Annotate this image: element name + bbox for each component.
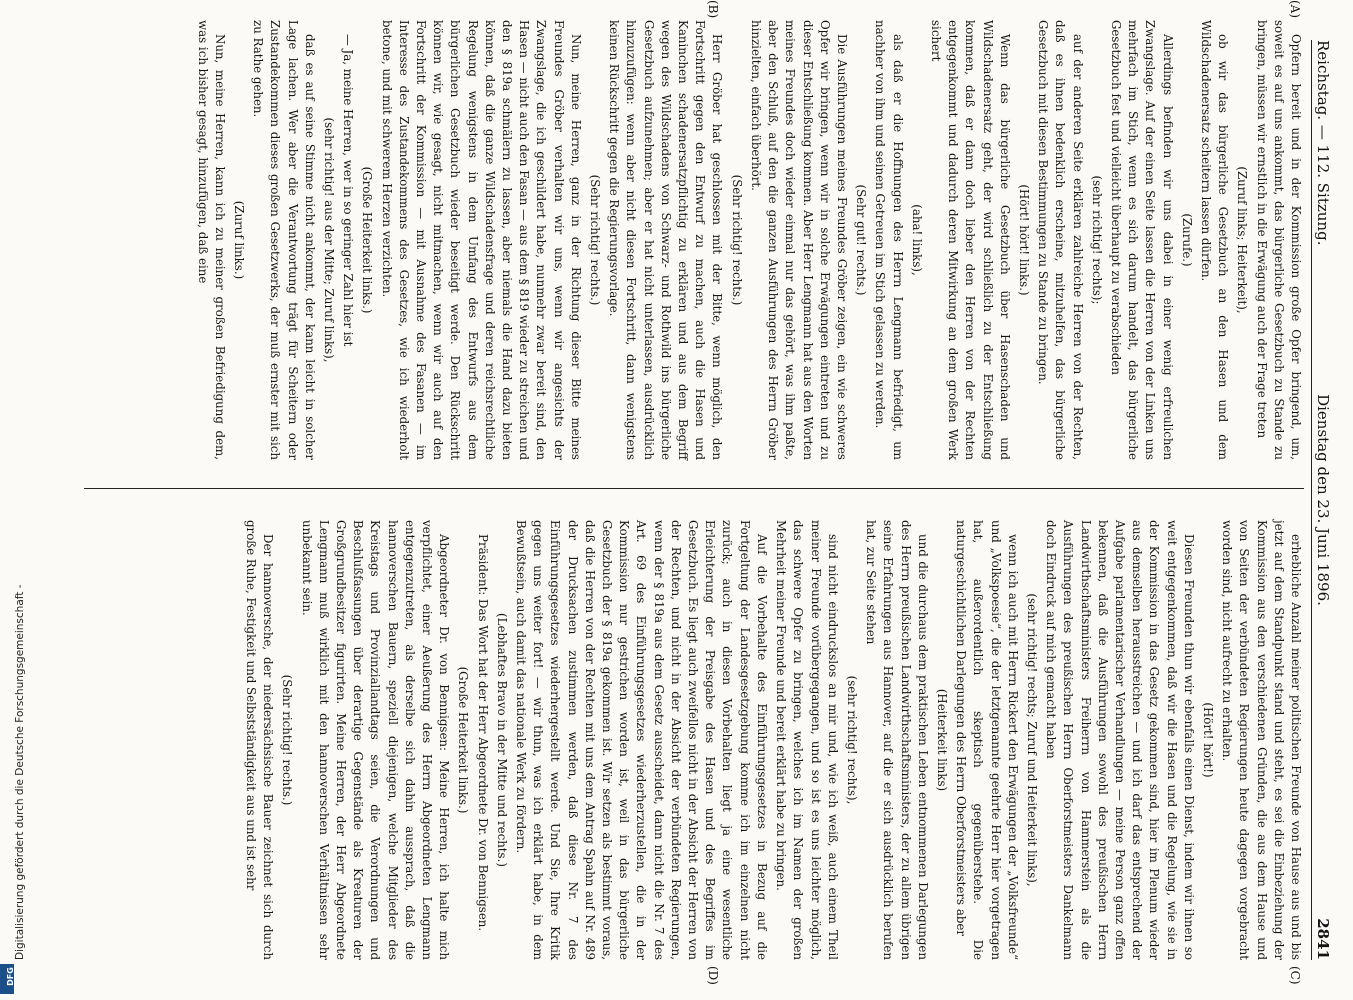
- paragraph: (Hört! hört! links.): [1016, 184, 1031, 296]
- header-left: Reichstag. — 112. Sitzung.: [1314, 40, 1332, 246]
- paragraph: (sehr richtig! rechts),: [844, 675, 859, 805]
- paragraph: (Sehr richtig! rechts.): [280, 674, 295, 806]
- paragraph: Herr Gröber hat geschlossen mit der Bitte, wenn möglich, den Fortschritt gegen den Entwurf zu machen, auch die Hasen und Kaninchen schadenersatzpflichtig zu erklären und aus dem Begriff wegen des Wildschadens von Schwarz- und Rothwild ins bürgerliche Gesetzbuch aufzunehmen; aber er hat nicht unterlassen, ausdrücklich hinzuzufügen: wenn aber nicht diesen Fortschritt, dann wenigstens keinen Rückschritt gegen die Regierungsvorlage.: [607, 20, 725, 460]
- paragraph: (Zurufe.): [1179, 213, 1194, 267]
- paragraph: Die Ausführungen meines Freundes Gröber zeigen, ein wie schweres Opfer wir bringen, wenn wir in solche Erwägungen eintreten und zu dieser Entschließung kommen. Aber Herr Lengmann hat aus den Worten meines Freundes doch wieder einmal nur das gehört, was ihm paßte, aber den Schluß, auf den die ganzen Ausführungen des Herrn Gröber hinzielten, einfach überhört.: [748, 20, 849, 460]
- paragraph: (Große Heiterkeit links.): [360, 166, 375, 314]
- paragraph: Auf die Vorbehalte des Einführungsgesetzes in Bezug auf die Fortgeltung der Landesgesetzgebung komme ich im einzelnen nicht zurück; auch in diesen Vorbehalten liegt ja eine wesentliche Erleichterung der Preisgabe des Hasen und des Begriffes im Gesetzbuch. Es liegt auch zweifellos nicht in der Absicht der Herren von der Rechten, und nicht in der Absicht der verbündeten Regierungen, wenn der § 819a aus dem Gesetz ausscheidet, dann nicht die Nr. 7 des Art. 69 des Einführungsgesetzes wiederherzustellen, die in der Kommission nur gestrichen worden ist, weil in das bürgerliche Gesetzbuch der § 819a gekommen ist. Wir setzen als bestimmt voraus, daß die Herren von der Rechten mit uns dem Antrag Spahn auf Nr. 489 der Drucksachen zustimmen werden, daß diese Nr. 7 des Einführungsgesetzes wiederhergestellt werde. Und Sie, Ihre Kritik gegen uns weiter fort! — wir thun, was ich erklärt habe, in dem Bewußtsein, auch damit das nationale Werk zu fördern.: [514, 520, 769, 960]
- paragraph: (Heiterkeit links): [934, 688, 949, 792]
- paragraph: daß es auf seine Stimme nicht ankommt, der kann leicht in solcher Lage lachen. Wer aber die Verantwortung trägt für Scheitern oder Zustandekommen dieses großen Gesetzwerks, der muß ernster mit sich zu Rathe gehen.: [251, 20, 317, 460]
- paragraph: (Sehr richtig! rechts.): [729, 174, 744, 306]
- column-divider: [84, 488, 1304, 489]
- paragraph: Abgeordneter Dr. von Bennigsen: Meine Herren, ich halte mich verpflichtet, einer Aeußerung des Herrn Abgeordneten Lengmann entgegenzutreten, als derselbe sich dahin aussprach, daß die hannoverschen Bauern, speziell diejenigen, welche Mitglieder des Kreistags und Provinziallandtags seien, die Verordnungen und Beschlußfassungen über derartige Gegenstände als Kreaturen der Großgrundbesitzer figurirten. Meine Herren, der Herr Abgeordnete Lengmann muß wirklich mit den hannoverschen Verhältnissen sehr unbekannt sein.: [299, 520, 452, 960]
- paragraph: als daß er die Hoffnungen des Herrn Lengmann befriedigt, um nachher von ihm und seinen Getreuen im Stich gelassen zu werden.: [873, 20, 905, 460]
- paragraph: Der hannoversche, der niedersächsische Bauer zeichnet sich durch große Ruhe, Festigkeit und Selbstständigkeit aus und ist sehr: [244, 520, 276, 960]
- paragraph: (Hört! hört!): [1200, 702, 1215, 778]
- paragraph: und die durchaus dem praktischen Leben entnommenen Darlegungen des Herrn preußischen Landwirthschaftsministers, der zu allem übrigen seine Erfahrungen aus Hannover, auf die er sich ausdrücklich berufen hat, zur Seite stehen: [864, 520, 930, 960]
- paragraph: Opfern bereit und in der Kommission große Opfer bringend, um, soweit es auf uns ankommt, das bürgerliche Gesetzbuch zu Stande zu bringen, müssen wir ernstlich in die Erwägung auch der Frage treten: [1254, 20, 1303, 460]
- text-column-right: [240, 520, 1304, 960]
- paragraph: (Große Heiterkeit links.): [456, 666, 471, 814]
- paragraph: Nun, meine Herren, kann ich zu meiner großen Befriedigung dem, was ich bisher gesagt, hinzufügen, daß eine: [195, 20, 227, 460]
- digitization-credit-text: Digitalisierung gefördert durch die Deutsche Forschungsgemeinschaft -: [14, 584, 26, 960]
- margin-letter-c: (C): [1288, 966, 1302, 985]
- paragraph: (Sehr richtig! rechts.): [588, 174, 603, 306]
- margin-letter-a: (A): [1288, 0, 1302, 19]
- paragraph: (aha! links),: [909, 204, 924, 276]
- paragraph: (Zuruf links; Heiterkeit),: [1235, 166, 1250, 314]
- paragraph: — Ja, meine Herren, wer in so geringer Zahl hier ist: [341, 34, 356, 347]
- paragraph: (sehr richtig! aus der Mitte; Zuruf links),: [322, 117, 337, 363]
- page-number: 2841: [1314, 918, 1332, 960]
- margin-letter-b: (B): [706, 0, 720, 19]
- rotated-document: [60, 0, 1340, 1000]
- paragraph: Nun, meine Herren, ganz in der Richtung dieser Bitte meines Freundes Gröber verhalten wir uns, wenn wir angesichts der Zwangslage, die ich geschildert habe, nunmehr zwar bereit sind, den Hasen — nicht auch den Fasan — aus dem § 819 wieder zu streichen und den § 819a schmälern zu lassen, aber niemals die Hand dazu bieten können, daß die ganze Wildschadensfrage und deren reichsrechtliche Regelung wenigstens in dem Umfang des Entwurfs aus dem bürgerlichen Gesetzbuch wieder beseitigt werde. Den Rückschritt können wir, wie gesagt, nicht mitmachen, wenn wir auch auf den Fortschritt der Kommission — mit Ausnahme des Fasanen — im Interesse des Zustandekommens des Gesetzes, wie ich wiederholt betone, und mit schwerem Herzen verzichten.: [379, 20, 583, 460]
- paragraph: sind nicht eindruckslos an mir und, wie ich weiß, auch einem Theil meiner Freunde vorübergegangen, und so ist es uns leichter möglich, das schwere Opfer zu bringen, welches ich im Namen der großen Mehrheit meiner Freunde und bereit erklärt habe zu bringen.: [774, 520, 840, 960]
- paragraph: (Zuruf links.): [232, 200, 247, 280]
- paragraph: Wenn das bürgerliche Gesetzbuch über Hasenschaden und Wildschadenersatz geht, der wird schließlich zu der Entschließung kommen, daß er dann doch lieber den Herren von der Rechten entgegenkommt und dadurch deren Mitwirkung an dem großen Werk sichert: [928, 20, 1012, 460]
- digitization-credit: [2, 40, 26, 960]
- paragraph: (Lebhaftes Bravo in der Mitte und rechts.): [494, 613, 509, 867]
- paragraph: erhebliche Anzahl meiner politischen Freunde von Hause aus und bis jetzt auf dem Standpunkt stand und steht, es sei die Einbeziehung der Kommission aus den verschiedenen Gründen, die aus dem Hause und von Seiten der verbündeten Regierungen heute dagegen vorgebracht worden sind, nicht aufrecht zu erhalten.: [1220, 520, 1303, 960]
- paragraph: Allerdings befinden wir uns dabei in einer wenig erfreulichen Zwangslage. Auf der einen Seite lassen die Herren von der Linken uns mehrfach im Stich, wenn es sich darum handelt, das bürgerliche Gesetzbuch fest und vielleicht überhaupt zu verabschieden: [1108, 20, 1175, 460]
- paragraph: ob wir das bürgerliche Gesetzbuch an den Hasen und dem Wildschadenersatz scheitern lassen dürfen.: [1198, 20, 1231, 460]
- dfg-logo: [0, 964, 14, 994]
- margin-letter-d: (D): [706, 966, 720, 985]
- header-date: Dienstag den 23. Juni 1896.: [1314, 394, 1332, 606]
- paragraph: Präsident: Das Wort hat der Herr Abgeordnete Dr. von Bennigsen.: [475, 534, 490, 932]
- paragraph: (sehr richtig! rechts);: [1089, 175, 1104, 305]
- paragraph: Diesen Freunden thun wir ebenfalls einen Dienst, indem wir ihnen so weit entgegenkommen, daß wir die Hasen und die Regelung, wie sie in der Kommission in das Gesetz gekommen sind, hier im Plenum wieder aus demselben herausstreichen — und ich darf das entsprechend der Aufgabe parlamentarischer Verhandlungen — meine Person ganz offen bekennen, daß die Ausführungen sowohl des preußischen Herrn Landwirthschaftsministers Freiherrn von Hammerstein als die Ausführungen des preußischen Herrn Oberforstmeisters Dankelmann doch Eindruck auf mich gemacht haben: [1044, 520, 1196, 960]
- dfg-logo-text: DFG: [5, 967, 15, 986]
- paragraph: (Sehr gut! rechts.): [854, 184, 869, 296]
- text-column-left: [191, 20, 1304, 460]
- paragraph: (sehr richtig! rechts; Zuruf und Heiterkeit links),: [1024, 593, 1039, 887]
- paragraph: auf der anderen Seite erklären zahlreiche Herren von der Rechten, daß es ihnen bedenklich erscheine, mitzuhelfen, das bürgerliche Gesetzbuch mit diesen Bestimmungen zu Stande zu bringen.: [1036, 20, 1085, 460]
- page-header: [1311, 40, 1334, 960]
- paragraph: wenn ich auch mit Herrn Rickert den Erwägungen der „Volksfreunde“ und „Volkspoesie“, die der letztgenannte geehrte Herr hier vorgetragen hat, außerordentlich skeptisch gegenüberstehe. Die naturgeschichtlichen Darlegungen des Herrn Oberforstmeisters aber: [954, 520, 1020, 960]
